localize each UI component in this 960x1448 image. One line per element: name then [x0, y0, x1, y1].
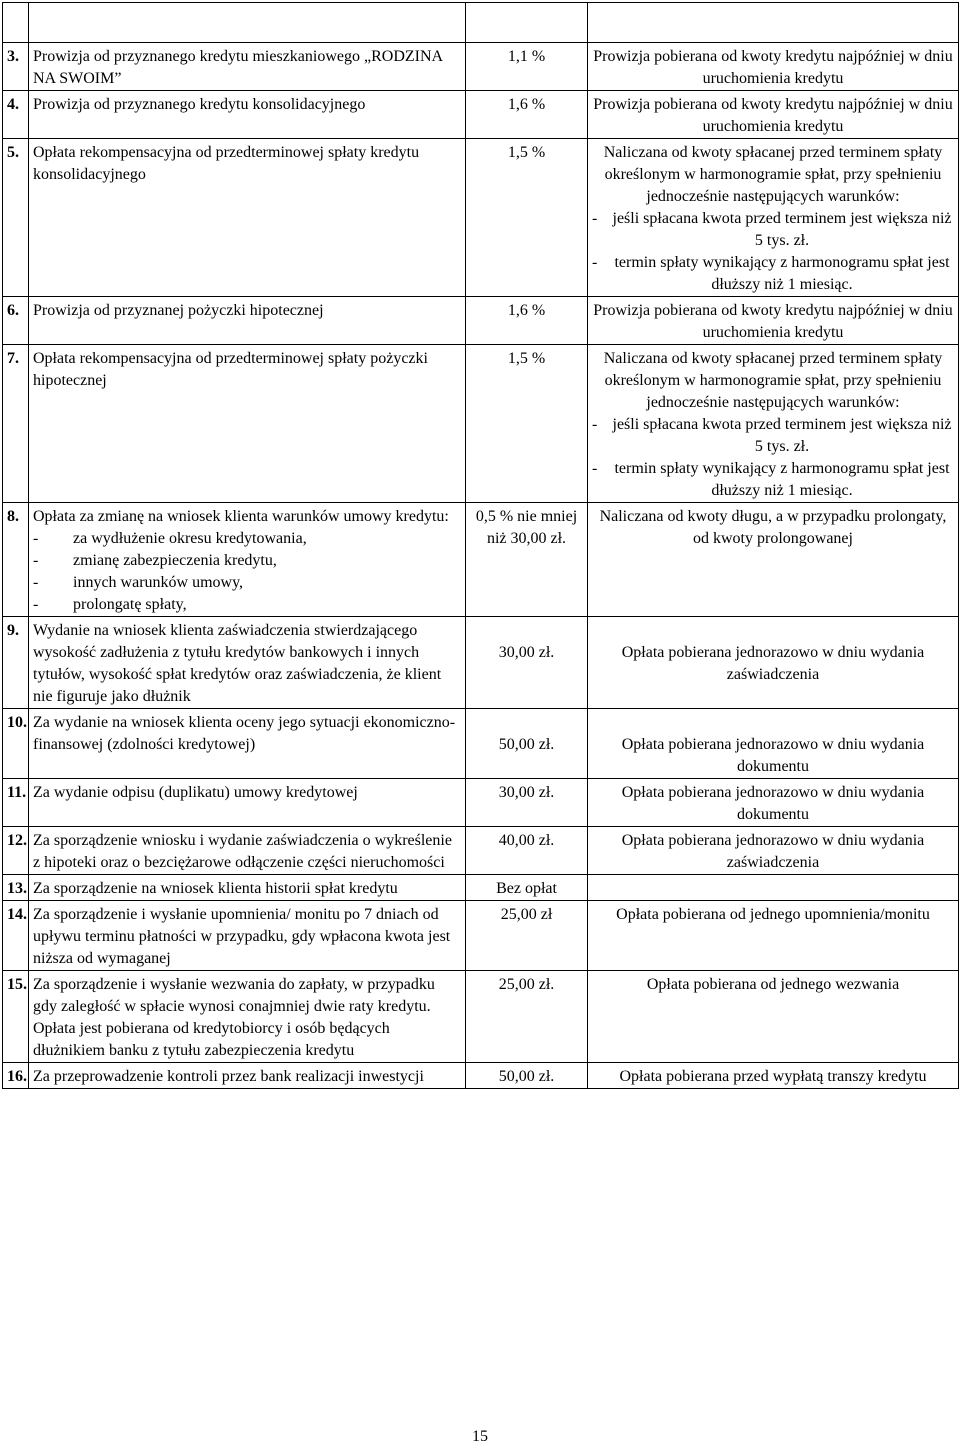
fee-amount: 25,00 zł.	[466, 971, 588, 1063]
fee-name: Za wydanie odpisu (duplikatu) umowy kredytowej	[29, 779, 466, 827]
fee-name: Za sporządzenie i wysłanie upomnienia/ monitu po 7 dniach od upływu terminu płatności w przypadku, gdy wpłacona kwota jest niższa od wymaganej	[29, 901, 466, 971]
fee-description	[588, 617, 959, 709]
fee-name: Prowizja od przyznanej pożyczki hipotecznej	[29, 297, 466, 345]
list-item-text: prolongatę spłaty,	[73, 596, 187, 613]
fee-description: Opłata pobierana jednorazowo w dniu wydania zaświadczenia	[588, 827, 959, 875]
fee-description-text: Opłata pobierana jednorazowo w dniu wydania zaświadczenia	[621, 644, 925, 683]
fee-name	[29, 503, 466, 617]
condition-text: jeśli spłacana kwota przed terminem jest większa niż 5 tys. zł.	[612, 416, 952, 455]
row-number: 16.	[3, 1063, 29, 1089]
fee-name: Wydanie na wniosek klienta zaświadczenia stwierdzającego wysokość zadłużenia z tytułu kredytów bankowych i innych tytułów, wysokość spłat kredytów oraz zaświadczenia, że klient nie figuruje jako dłużnik	[29, 617, 466, 709]
fee-description-text: Naliczana od kwoty spłacanej przed terminem spłaty określonym w harmonogramie spłat, przy spełnieniu jednocześnie następujących warunków:	[603, 350, 943, 411]
fee-amount	[466, 709, 588, 779]
fee-name: Za sporządzenie i wysłanie wezwania do zapłaty, w przypadku gdy zaległość w spłacie wynosi conajmniej dwie raty kredytu. Opłata jest pobierana od kredytobiorcy i osób będących dłużnikiem banku z tytułu zabezpieczenia kredytu	[29, 971, 466, 1063]
list-item: - innych warunków umowy,	[33, 572, 461, 594]
list-item-text: zmianę zabezpieczenia kredytu,	[73, 552, 277, 569]
table-row	[3, 91, 959, 139]
table-row	[3, 709, 959, 779]
table-row	[3, 827, 959, 875]
fee-description: Prowizja pobierana od kwoty kredytu najpóźniej w dniu uruchomienia kredytu	[588, 297, 959, 345]
row-number: 5.	[3, 139, 29, 297]
table-row	[3, 1063, 959, 1089]
fee-table	[2, 2, 959, 1089]
table-row	[3, 503, 959, 617]
row-number: 12.	[3, 827, 29, 875]
condition-text: termin spłaty wynikający z harmonogramu spłat jest dłuższy niż 1 miesiąc.	[614, 460, 950, 499]
row-number: 14.	[3, 901, 29, 971]
fee-description: Opłata pobierana jednorazowo w dniu wydania dokumentu	[588, 779, 959, 827]
row-number: 8.	[3, 503, 29, 617]
fee-description	[588, 139, 959, 297]
fee-name: Za sporządzenie na wniosek klienta historii spłat kredytu	[29, 875, 466, 901]
table-row	[3, 617, 959, 709]
page-number: 15	[472, 1428, 488, 1445]
condition-item: - jeśli spłacana kwota przed terminem jest większa niż 5 tys. zł.	[592, 414, 954, 458]
fee-name-text: Opłata za zmianę na wniosek klienta warunków umowy kredytu:	[33, 508, 449, 525]
row-number: 11.	[3, 779, 29, 827]
header-cell	[29, 3, 466, 43]
fee-name: Za wydanie na wniosek klienta oceny jego sytuacji ekonomiczno-finansowej (zdolności kredytowej)	[29, 709, 466, 779]
fee-amount: 0,5 % nie mniej niż 30,00 zł.	[466, 503, 588, 617]
fee-name: Opłata rekompensacyjna od przedterminowej spłaty pożyczki hipotecznej	[29, 345, 466, 503]
table-row	[3, 345, 959, 503]
fee-name: Opłata rekompensacyjna od przedterminowej spłaty kredytu konsolidacyjnego	[29, 139, 466, 297]
fee-amount: 1,5 %	[466, 139, 588, 297]
fee-amount: 30,00 zł.	[466, 779, 588, 827]
row-number: 4.	[3, 91, 29, 139]
fee-amount	[466, 617, 588, 709]
fee-name: Prowizja od przyznanego kredytu konsolidacyjnego	[29, 91, 466, 139]
fee-description-text: Opłata pobierana jednorazowo w dniu wydania dokumentu	[621, 736, 925, 775]
fee-amount: 1,6 %	[466, 91, 588, 139]
list-item: - zmianę zabezpieczenia kredytu,	[33, 550, 461, 572]
table-row	[3, 971, 959, 1063]
condition-item: - termin spłaty wynikający z harmonogramu spłat jest dłuższy niż 1 miesiąc.	[592, 458, 954, 502]
header-cell	[466, 3, 588, 43]
fee-amount: 1,5 %	[466, 345, 588, 503]
fee-amount-text: 50,00 zł.	[498, 736, 555, 753]
fee-amount: 50,00 zł.	[466, 1063, 588, 1089]
list-item: - za wydłużenie okresu kredytowania,	[33, 528, 461, 550]
header-cell	[3, 3, 29, 43]
row-number: 13.	[3, 875, 29, 901]
fee-description	[588, 709, 959, 779]
fee-description	[588, 345, 959, 503]
fee-description: Opłata pobierana od jednego wezwania	[588, 971, 959, 1063]
fee-description: Opłata pobierana przed wypłatą transzy kredytu	[588, 1063, 959, 1089]
row-number: 10.	[3, 709, 29, 779]
condition-text: termin spłaty wynikający z harmonogramu spłat jest dłuższy niż 1 miesiąc.	[614, 254, 950, 293]
fee-description: Prowizja pobierana od kwoty kredytu najpóźniej w dniu uruchomienia kredytu	[588, 91, 959, 139]
fee-amount: Bez opłat	[466, 875, 588, 901]
fee-description: Opłata pobierana od jednego upomnienia/monitu	[588, 901, 959, 971]
condition-item: - termin spłaty wynikający z harmonogramu spłat jest dłuższy niż 1 miesiąc.	[592, 252, 954, 296]
list-item-text: innych warunków umowy,	[73, 574, 244, 591]
row-number: 15.	[3, 971, 29, 1063]
fee-description-text: Naliczana od kwoty spłacanej przed terminem spłaty określonym w harmonogramie spłat, przy spełnieniu jednocześnie następujących warunków:	[603, 144, 943, 205]
row-number: 3.	[3, 43, 29, 91]
condition-item: - jeśli spłacana kwota przed terminem jest większa niż 5 tys. zł.	[592, 208, 954, 252]
fee-amount: 1,1 %	[466, 43, 588, 91]
table-row	[3, 901, 959, 971]
condition-text: jeśli spłacana kwota przed terminem jest większa niż 5 tys. zł.	[612, 210, 952, 249]
fee-amount: 1,6 %	[466, 297, 588, 345]
fee-description: Prowizja pobierana od kwoty kredytu najpóźniej w dniu uruchomienia kredytu	[588, 43, 959, 91]
header-cell	[588, 3, 959, 43]
fee-name: Prowizja od przyznanego kredytu mieszkaniowego „RODZINA NA SWOIM”	[29, 43, 466, 91]
fee-amount-text: 30,00 zł.	[498, 644, 555, 661]
list-item: - prolongatę spłaty,	[33, 594, 461, 616]
fee-description	[588, 875, 959, 901]
fee-description: Naliczana od kwoty długu, a w przypadku prolongaty, od kwoty prolongowanej	[588, 503, 959, 617]
table-row	[3, 43, 959, 91]
fee-name: Za przeprowadzenie kontroli przez bank realizacji inwestycji	[29, 1063, 466, 1089]
fee-amount: 40,00 zł.	[466, 827, 588, 875]
table-row	[3, 779, 959, 827]
table-row	[3, 297, 959, 345]
table-row	[3, 139, 959, 297]
row-number: 9.	[3, 617, 29, 709]
table-row	[3, 875, 959, 901]
fee-name: Za sporządzenie wniosku i wydanie zaświadczenia o wykreślenie z hipoteki oraz o bezciężarowe odłączenie części nieruchomości	[29, 827, 466, 875]
fee-amount: 25,00 zł	[466, 901, 588, 971]
table-header-row	[3, 3, 959, 43]
row-number: 7.	[3, 345, 29, 503]
list-item-text: za wydłużenie okresu kredytowania,	[73, 530, 307, 547]
row-number: 6.	[3, 297, 29, 345]
